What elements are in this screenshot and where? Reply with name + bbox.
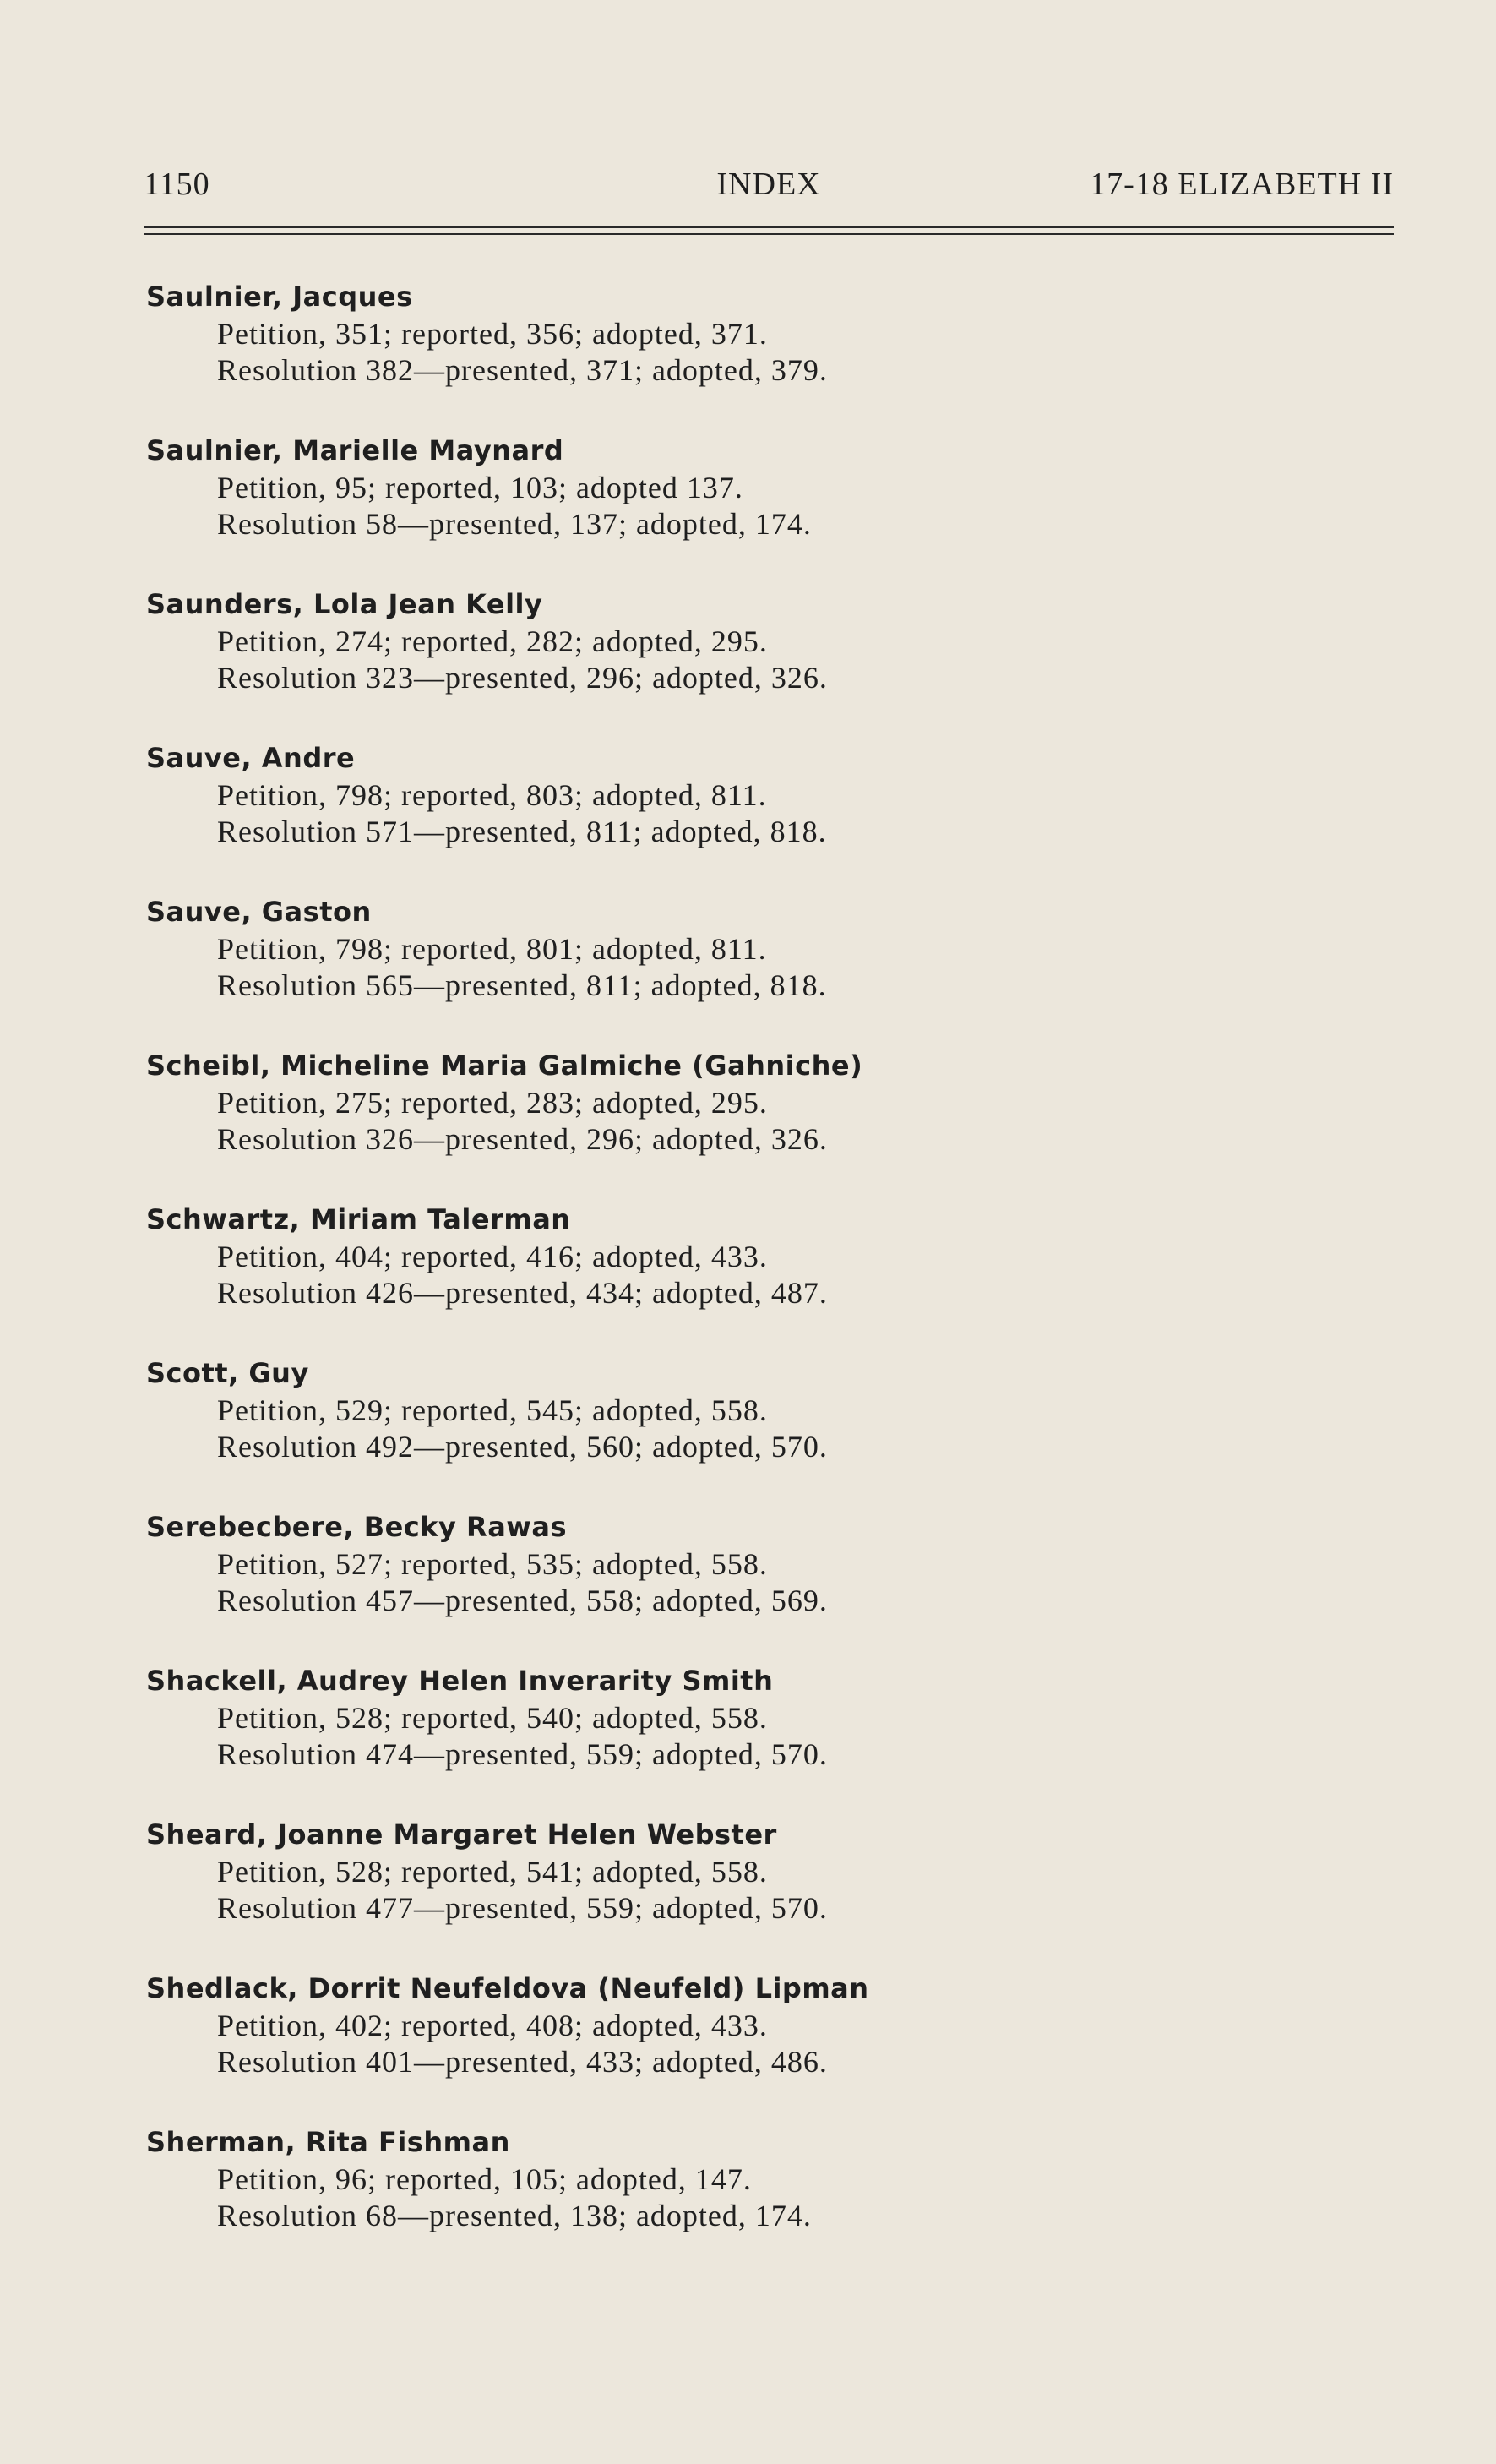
- petition-line: Petition, 275; reported, 283; adopted, 295.: [217, 1086, 768, 1120]
- entry-name: Sherman, Rita Fishman: [146, 2126, 510, 2158]
- resolution-line: Resolution 58—presented, 137; adopted, 174.: [217, 507, 812, 541]
- reign-label: 17-18 ELIZABETH II: [1090, 166, 1394, 202]
- index-entry: [146, 894, 1244, 1048]
- entry-name: Shedlack, Dorrit Neufeldova (Neufeld) Lipman: [146, 1972, 869, 2004]
- petition-line: Petition, 798; reported, 803; adopted, 811.: [217, 778, 767, 812]
- index-entry: [146, 1202, 1244, 1355]
- header-rule-top: [144, 226, 1394, 228]
- resolution-line: Resolution 382—presented, 371; adopted, 379.: [217, 353, 828, 387]
- petition-line: Petition, 529; reported, 545; adopted, 558.: [217, 1393, 768, 1427]
- index-entry: [146, 1048, 1244, 1202]
- petition-line: Petition, 95; reported, 103; adopted 137.: [217, 471, 743, 504]
- index-entry: [146, 1509, 1244, 1663]
- resolution-line: Resolution 571—presented, 811; adopted, 818.: [217, 815, 827, 848]
- entry-name: Sauve, Andre: [146, 742, 356, 774]
- petition-line: Petition, 798; reported, 801; adopted, 811.: [217, 932, 767, 966]
- resolution-line: Resolution 326—presented, 296; adopted, 326.: [217, 1122, 828, 1156]
- petition-line: Petition, 402; reported, 408; adopted, 433.: [217, 2009, 768, 2042]
- index-entry: [146, 1817, 1244, 1971]
- resolution-line: Resolution 68—presented, 138; adopted, 174.: [217, 2199, 812, 2232]
- index-entry: [146, 1355, 1244, 1509]
- petition-line: Petition, 274; reported, 282; adopted, 295.: [217, 624, 768, 658]
- resolution-line: Resolution 477—presented, 559; adopted, 570.: [217, 1891, 828, 1925]
- index-entry: [146, 1971, 1244, 2124]
- index-entry: [146, 279, 1244, 433]
- resolution-line: Resolution 323—presented, 296; adopted, 326.: [217, 661, 828, 695]
- petition-line: Petition, 527; reported, 535; adopted, 558.: [217, 1547, 768, 1581]
- entry-name: Shackell, Audrey Helen Inverarity Smith: [146, 1665, 774, 1697]
- resolution-line: Resolution 401—presented, 433; adopted, 486.: [217, 2045, 828, 2079]
- index-entry: [146, 2124, 1244, 2278]
- index-entries: [146, 279, 1244, 2278]
- header-rule-bottom: [144, 233, 1394, 235]
- entry-name: Saunders, Lola Jean Kelly: [146, 588, 543, 620]
- entry-name: Saulnier, Marielle Maynard: [146, 434, 564, 466]
- resolution-line: Resolution 474—presented, 559; adopted, 570.: [217, 1737, 828, 1771]
- resolution-line: Resolution 565—presented, 811; adopted, 818.: [217, 968, 827, 1002]
- running-header: [144, 166, 1394, 208]
- resolution-line: Resolution 457—presented, 558; adopted, 569.: [217, 1584, 828, 1617]
- petition-line: Petition, 528; reported, 540; adopted, 558.: [217, 1701, 768, 1735]
- entry-name: Scott, Guy: [146, 1357, 309, 1389]
- entry-name: Schwartz, Miriam Talerman: [146, 1203, 571, 1235]
- resolution-line: Resolution 492—presented, 560; adopted, 570.: [217, 1430, 828, 1464]
- entry-name: Saulnier, Jacques: [146, 281, 413, 313]
- resolution-line: Resolution 426—presented, 434; adopted, 487.: [217, 1276, 828, 1310]
- index-entry: [146, 433, 1244, 586]
- entry-name: Sheard, Joanne Margaret Helen Webster: [146, 1818, 777, 1851]
- index-entry: [146, 740, 1244, 894]
- index-entry: [146, 586, 1244, 740]
- entry-name: Scheibl, Micheline Maria Galmiche (Gahniche): [146, 1049, 863, 1082]
- entry-name: Sauve, Gaston: [146, 896, 372, 928]
- petition-line: Petition, 404; reported, 416; adopted, 433.: [217, 1240, 768, 1273]
- index-entry: [146, 1663, 1244, 1817]
- petition-line: Petition, 351; reported, 356; adopted, 371.: [217, 317, 768, 351]
- petition-line: Petition, 96; reported, 105; adopted, 147.: [217, 2162, 752, 2196]
- page-number: 1150: [144, 166, 210, 202]
- petition-line: Petition, 528; reported, 541; adopted, 558.: [217, 1855, 768, 1889]
- entry-name: Serebecbere, Becky Rawas: [146, 1511, 567, 1543]
- section-title: INDEX: [716, 166, 821, 202]
